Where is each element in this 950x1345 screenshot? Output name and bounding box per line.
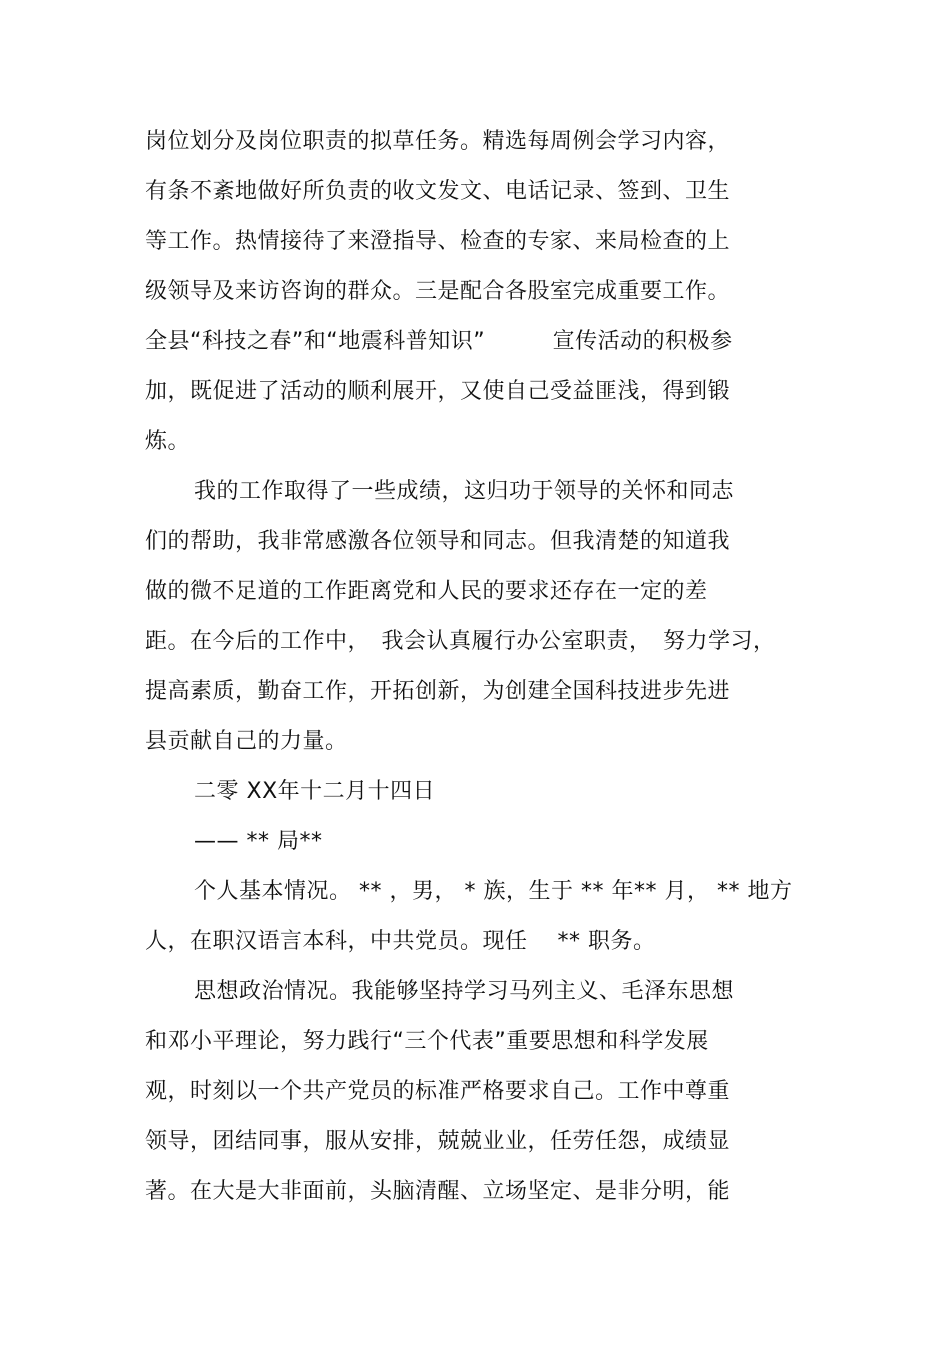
paragraph-line: 个人基本情况。 ** ，男， * 族，生于 ** 年** 月， ** 地方 (194, 879, 793, 904)
paragraph-line: 炼。 (145, 429, 191, 454)
paragraph-line: 们的帮助，我非常感激各位领导和同志。但我清楚的知道我 (145, 529, 731, 554)
paragraph-line: 距。在今后的工作中， 我会认真履行办公室职责， 努力学习， (145, 629, 776, 654)
paragraph-line: 观，时刻以一个共产党员的标准严格要求自己。工作中尊重 (145, 1079, 731, 1104)
paragraph-line: 著。在大是大非面前，头脑清醒、立场坚定、是非分明，能 (145, 1179, 731, 1204)
paragraph-line: 做的微不足道的工作距离党和人民的要求还存在一定的差 (145, 579, 708, 604)
paragraph-line: 思想政治情况。我能够坚持学习马列主义、毛泽东思想 (194, 979, 735, 1004)
paragraph-line: 等工作。热情接待了来澄指导、检查的专家、来局检查的上 (145, 229, 731, 254)
paragraph-line: 加，既促进了活动的顺利展开，又使自己受益匪浅，得到锻 (145, 379, 731, 404)
signature-line: —— ** 局** (194, 829, 323, 854)
paragraph-line: 全县“科技之春”和“地震科普知识” 宣传活动的积极参 (145, 329, 733, 354)
paragraph-line: 人，在职汉语言本科，中共党员。现任 ** 职务。 (145, 929, 656, 954)
paragraph-line: 和邓小平理论，努力践行“三个代表”重要思想和科学发展 (145, 1029, 709, 1054)
paragraph-line: 有条不紊地做好所负责的收文发文、电话记录、签到、卫生 (145, 179, 731, 204)
paragraph-line: 级领导及来访咨询的群众。三是配合各股室完成重要工作。 (145, 279, 731, 304)
paragraph-line: 领导，团结同事，服从安排，兢兢业业，任劳任怨，成绩显 (145, 1129, 731, 1154)
paragraph-line: 岗位划分及岗位职责的拟草任务。精选每周例会学习内容， (145, 129, 731, 154)
date-line: 二零 XX年十二月十四日 (194, 779, 436, 804)
paragraph-line: 我的工作取得了一些成绩，这归功于领导的关怀和同志 (194, 479, 735, 504)
paragraph-line: 提高素质，勤奋工作，开拓创新，为创建全国科技进步先进 (145, 679, 731, 704)
paragraph-line: 县贡献自己的力量。 (145, 729, 348, 754)
